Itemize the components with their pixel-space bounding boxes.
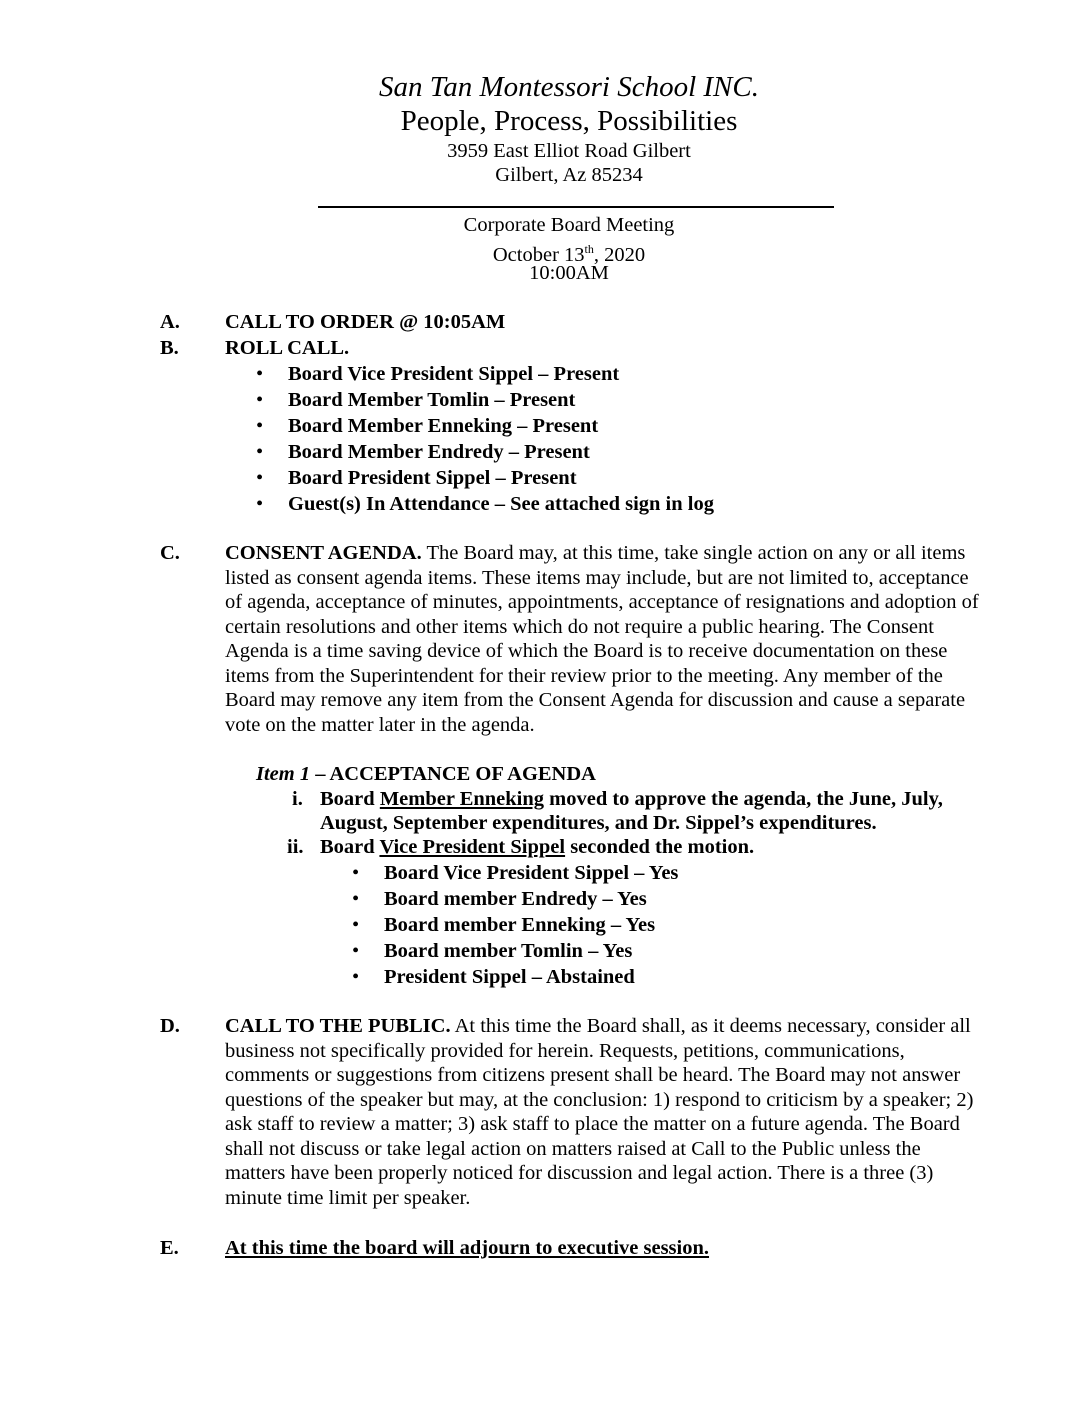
roll-call-item: • Guest(s) In Attendance – See attached sign in log: [256, 491, 714, 517]
consent-agenda-paragraph: [225, 541, 1025, 737]
roll-call-item: • Board Vice President Sippel – Present: [256, 361, 714, 387]
call-to-public-line: questions of the speaker but may, at the conclusion: 1) respond to criticism by a speaker; 2): [225, 1088, 974, 1111]
call-to-public-line: minute time limit per speaker.: [225, 1186, 471, 1209]
roll-call-item: • Board Member Enneking – Present: [256, 413, 714, 439]
vote-item: • Board member Enneking – Yes: [352, 912, 678, 938]
motion-ii-member: Vice President Sippel: [379, 836, 566, 858]
section-c-letter: C.: [160, 542, 180, 564]
vote-item: • President Sippel – Abstained: [352, 964, 678, 990]
vote-item: • Board member Endredy – Yes: [352, 886, 678, 912]
consent-agenda-line: certain resolutions and other items which do not require a public hearing. The Consent: [225, 615, 934, 638]
address-line-1: 3959 East Elliot Road Gilbert: [447, 140, 691, 162]
roll-call-list: [256, 361, 714, 517]
motion-i-number: i.: [292, 788, 303, 810]
meeting-time: 10:00AM: [529, 262, 609, 284]
motion-i-pre: Board: [320, 788, 380, 810]
call-to-public-line: comments or suggestions from citizens present shall be heard. The Board may not answer: [225, 1064, 961, 1086]
roll-call-item: • Board Member Tomlin – Present: [256, 387, 714, 413]
consent-agenda-line: of agenda, acceptance of minutes, appointments, acceptance of resignations and adoption of: [225, 591, 979, 613]
call-to-public-line: [225, 1014, 1025, 1039]
consent-agenda-line: vote on the matter later in the agenda.: [225, 713, 535, 736]
motion-ii-post: seconded the motion.: [565, 836, 755, 858]
address-line-2: Gilbert, Az 85234: [495, 164, 643, 186]
consent-agenda-line: items from the Superintendent for their review prior to the meeting. Any member of the: [225, 664, 943, 687]
consent-agenda-line: listed as consent agenda items. These items may include, but are not limited to, acceptance: [225, 566, 969, 589]
meeting-date-year: , 2020: [593, 243, 646, 266]
item-1-heading: [256, 762, 596, 787]
call-to-public-line: shall not discuss or take legal action on matters raised at Call to the Public unless the: [225, 1137, 921, 1160]
consent-agenda-line-text: The Board may, at this time, take single action on any or all items: [426, 542, 966, 564]
call-to-public-paragraph: [225, 1014, 1025, 1210]
motion-ii-number: ii.: [287, 836, 304, 858]
section-a-letter: A.: [160, 311, 180, 333]
motion-ii-pre: Board: [320, 836, 380, 858]
section-b-letter: B.: [160, 337, 179, 359]
consent-agenda-line: [225, 541, 1025, 566]
section-e-letter: E.: [160, 1237, 179, 1259]
consent-agenda-heading: CONSENT AGENDA.: [225, 542, 422, 564]
motion-ii-line: [320, 835, 754, 860]
vote-item: • Board Vice President Sippel – Yes: [352, 860, 678, 886]
motion-i-post: moved to approve the agenda, the June, July,: [544, 788, 943, 810]
item-1-title: – ACCEPTANCE OF AGENDA: [310, 763, 596, 785]
section-b-text: ROLL CALL.: [225, 337, 350, 359]
section-e-text: At this time the board will adjourn to executive session.: [225, 1237, 710, 1259]
section-d-letter: D.: [160, 1015, 180, 1037]
call-to-public-heading: CALL TO THE PUBLIC.: [225, 1015, 451, 1037]
call-to-public-line: matters have been properly noticed for discussion and legal action. There is a three (3): [225, 1162, 934, 1184]
call-to-public-line-text: At this time the Board shall, as it deems necessary, consider all: [454, 1015, 971, 1037]
roll-call-item: • Board President Sippel – Present: [256, 465, 714, 491]
meeting-date-suffix-ordinal: th: [584, 242, 594, 256]
section-a-text: CALL TO ORDER @ 10:05AM: [225, 311, 506, 333]
item-1-label: Item 1: [256, 763, 311, 785]
call-to-public-line: business not specifically provided for herein. Requests, petitions, communications,: [225, 1039, 905, 1062]
header-divider: [318, 206, 834, 208]
vote-list: [352, 860, 678, 990]
motion-i-line-2: August, September expenditures, and Dr. Sippel’s expenditures.: [320, 812, 877, 834]
motion-i-member: Member Enneking: [379, 788, 545, 810]
roll-call-item: • Board Member Endredy – Present: [256, 439, 714, 465]
consent-agenda-line: Agenda is a time saving device of which the Board is to receive documentation on these: [225, 640, 948, 662]
school-motto: People, Process, Possibilities: [400, 105, 738, 137]
vote-item: • Board member Tomlin – Yes: [352, 938, 678, 964]
meeting-date-main: October 13: [492, 243, 585, 266]
motion-i-line-1: [320, 787, 943, 812]
consent-agenda-line: Board may remove any item from the Consent Agenda for discussion and cause a separate: [225, 689, 966, 711]
meeting-type: Corporate Board Meeting: [463, 214, 675, 236]
call-to-public-line: ask staff to review a matter; 3) ask staff to place the matter on a future agenda. The Board: [225, 1113, 960, 1135]
school-name: San Tan Montessori School INC.: [379, 71, 759, 103]
